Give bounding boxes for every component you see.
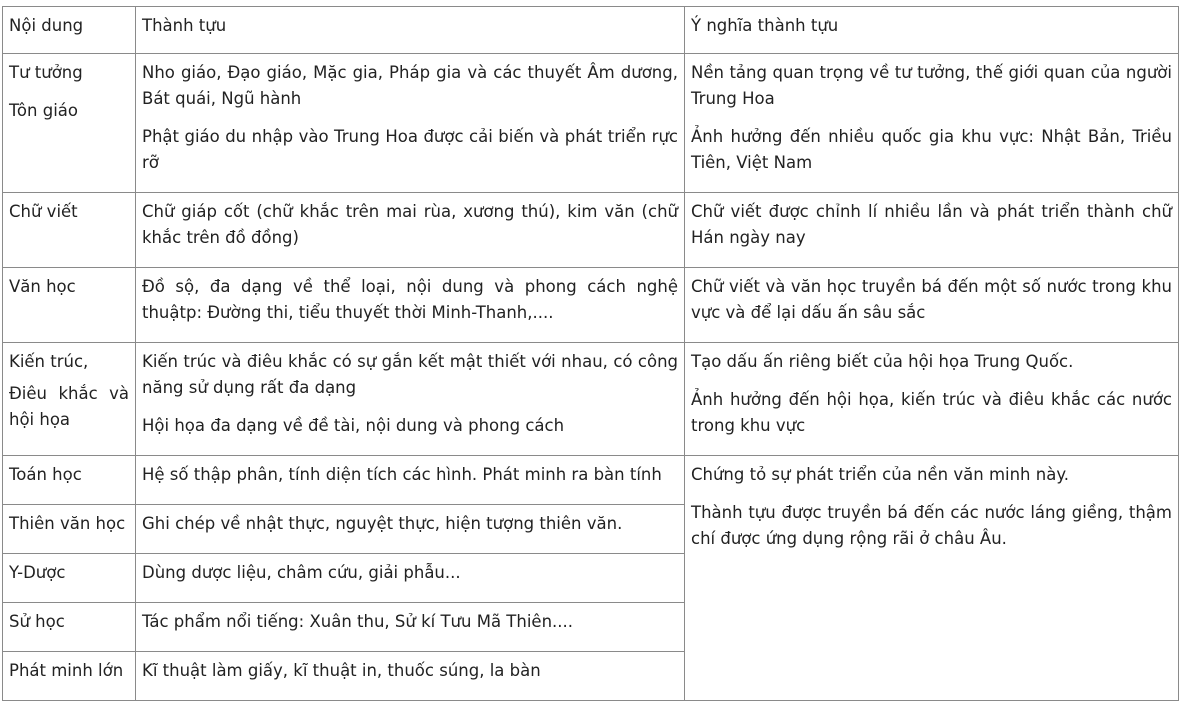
achievement-cell: Tác phẩm nổi tiếng: Xuân thu, Sử kí Tưu Mã Thiên.... [136,603,685,652]
achievement-cell: Đồ sộ, đa dạng về thể loại, nội dung và phong cách nghệ thuậtp: Đường thi, tiểu thuyết thời Minh-Thanh,.... [136,268,685,343]
topic-cell: Sử học [3,603,136,652]
achievement-cell: Chữ giáp cốt (chữ khắc trên mai rùa, xương thú), kim văn (chữ khắc trên đồ đồng) [136,193,685,268]
achievements-table [2,6,1179,701]
significance-cell: Nền tảng quan trọng về tư tưởng, thế giới quan của người Trung Hoa Ảnh hưởng đến nhiều quốc gia khu vực: Nhật Bản, Triều Tiên, Việt Nam [685,54,1179,193]
topic-cell: Kiến trúc, Điêu khắc và hội họa [3,343,136,456]
header-row [3,7,1179,54]
topic-cell: Chữ viết [3,193,136,268]
table-row [3,54,1179,193]
topic-cell: Tư tưởng Tôn giáo [3,54,136,193]
achievement-cell: Ghi chép về nhật thực, nguyệt thực, hiện tượng thiên văn. [136,505,685,554]
table-row [3,456,1179,505]
achievement-cell: Nho giáo, Đạo giáo, Mặc gia, Pháp gia và các thuyết Âm dương, Bát quái, Ngũ hành Phật giáo du nhập vào Trung Hoa được cải biến và phát triển rực rỡ [136,54,685,193]
significance-cell: Chữ viết được chỉnh lí nhiều lần và phát triển thành chữ Hán ngày nay [685,193,1179,268]
header-achievements: Thành tựu [136,7,685,54]
header-content: Nội dung [3,7,136,54]
topic-cell: Y-Dược [3,554,136,603]
achievement-cell: Dùng dược liệu, châm cứu, giải phẫu... [136,554,685,603]
table-row [3,193,1179,268]
topic-cell: Thiên văn học [3,505,136,554]
topic-cell: Văn học [3,268,136,343]
topic-cell: Toán học [3,456,136,505]
achievement-cell: Kiến trúc và điêu khắc có sự gắn kết mật thiết với nhau, có công năng sử dụng rất đa dạng Hội họa đa dạng về đề tài, nội dung và phong cách [136,343,685,456]
significance-cell: Tạo dấu ấn riêng biết của hội họa Trung Quốc. Ảnh hưởng đến hội họa, kiến trúc và điêu khắc các nước trong khu vực [685,343,1179,456]
achievement-cell: Kĩ thuật làm giấy, kĩ thuật in, thuốc súng, la bàn [136,652,685,701]
shared-significance-cell: Chứng tỏ sự phát triển của nền văn minh này. Thành tựu được truyền bá đến các nước láng giềng, thậm chí được ứng dụng rộng rãi ở châu Âu. [685,456,1179,701]
table-row [3,343,1179,456]
achievement-cell: Hệ số thập phân, tính diện tích các hình. Phát minh ra bàn tính [136,456,685,505]
topic-cell: Phát minh lớn [3,652,136,701]
table-row [3,268,1179,343]
header-significance: Ý nghĩa thành tựu [685,7,1179,54]
significance-cell: Chữ viết và văn học truyền bá đến một số nước trong khu vực và để lại dấu ấn sâu sắc [685,268,1179,343]
